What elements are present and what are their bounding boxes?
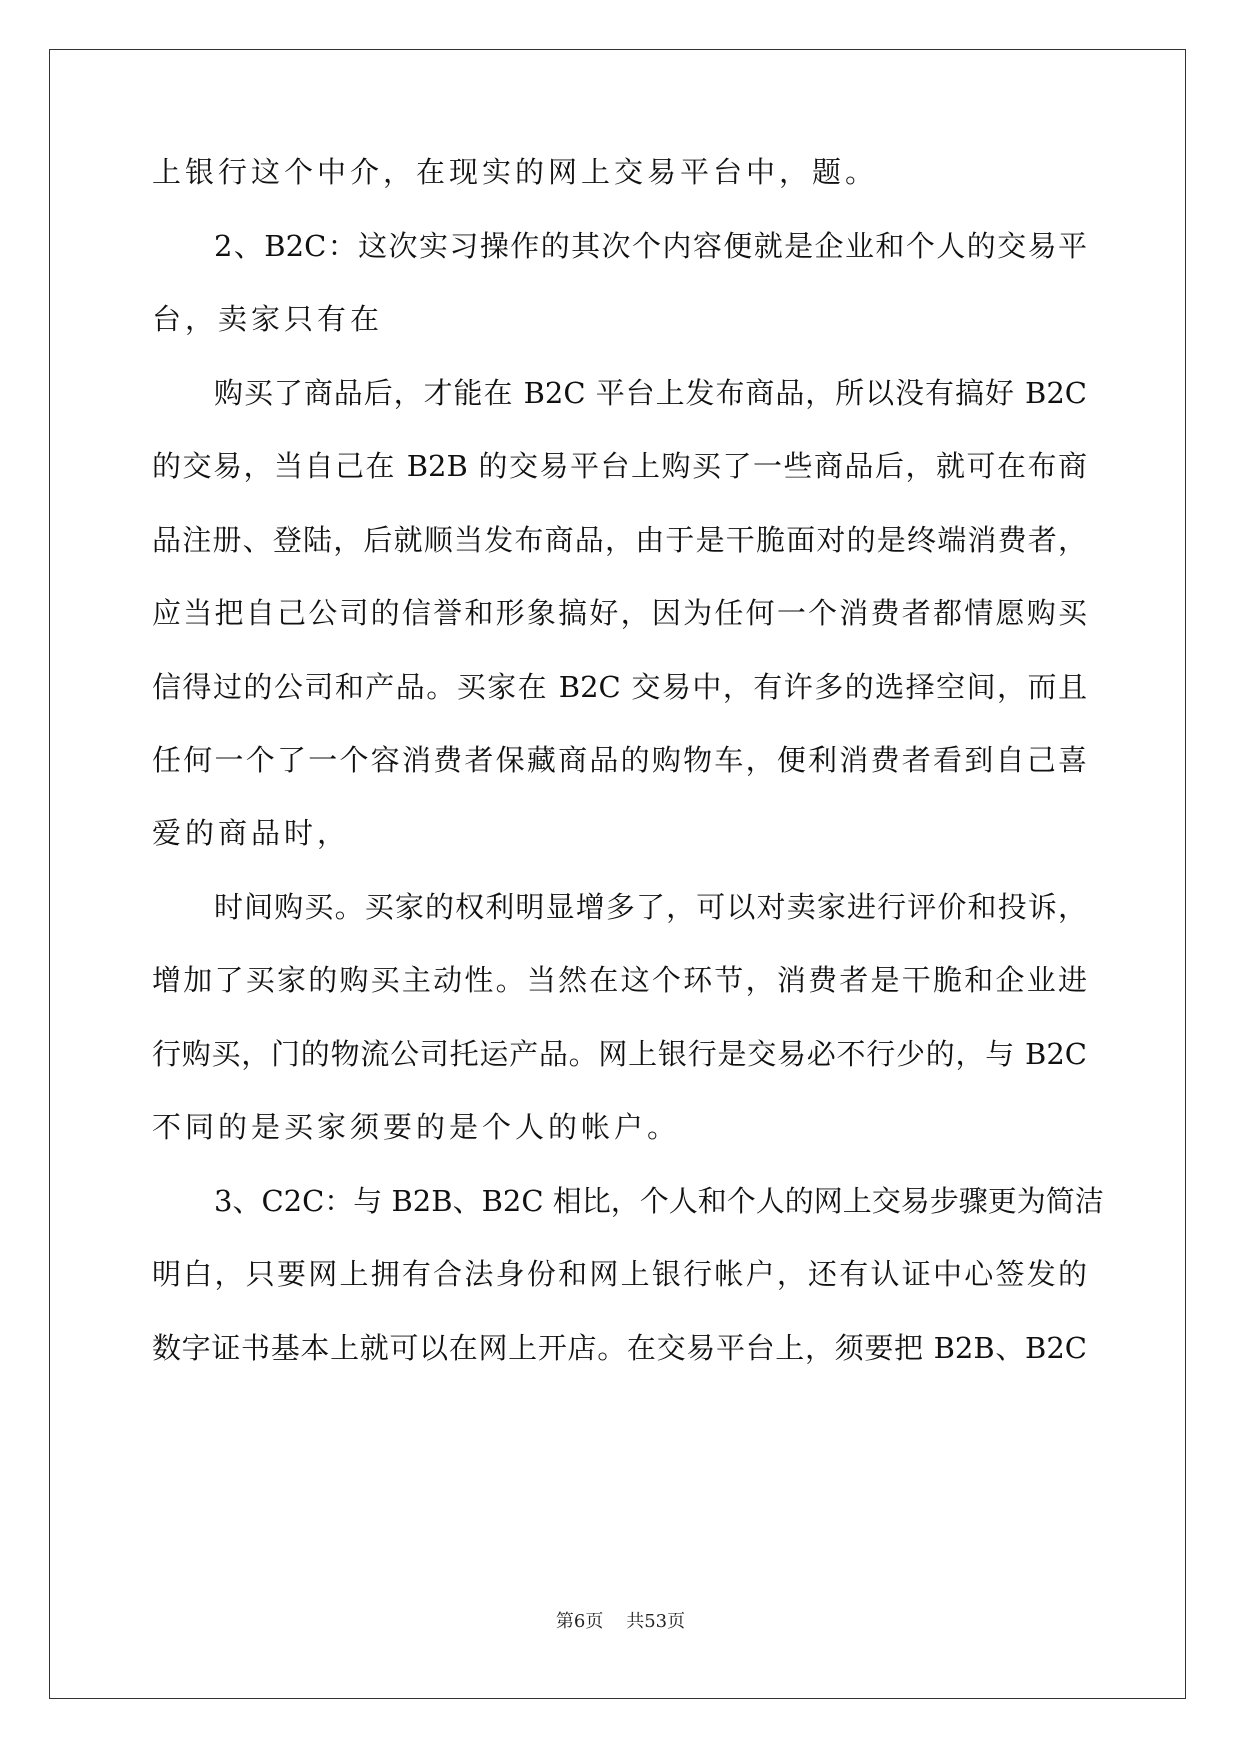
text-line: 明白，只要网上拥有合法身份和网上银行帐户，还有认证中心签发的 bbox=[152, 1257, 1087, 1291]
page-label-prefix: 第 bbox=[555, 1611, 574, 1632]
text-line: 爱的商品时， bbox=[152, 816, 351, 850]
page-number: 6 bbox=[573, 1611, 586, 1632]
total-pages: 53 bbox=[644, 1611, 668, 1632]
text-line: 行购买，门的物流公司托运产品。网上银行是交易必不行少的，与 B2C bbox=[152, 1037, 1087, 1071]
text-line: 任何一个了一个容消费者保藏商品的购物车，便利消费者看到自己喜 bbox=[152, 743, 1087, 777]
paragraph-start-line: 2、B2C：这次实习操作的其次个内容便就是企业和个人的交易平 bbox=[214, 229, 1087, 263]
text-line: 不同的是买家须要的是个人的帐户。 bbox=[152, 1110, 681, 1144]
total-pages-prefix: 共 bbox=[626, 1611, 645, 1632]
text-line: 品注册、登陆，后就顺当发布商品，由于是干脆面对的是终端消费者， bbox=[152, 523, 1087, 557]
text-line: 应当把自己公司的信誉和形象搞好，因为任何一个消费者都情愿购买 bbox=[152, 596, 1087, 630]
text-line: 增加了买家的购买主动性。当然在这个环节，消费者是干脆和企业进 bbox=[152, 963, 1087, 997]
paragraph-start-line: 时间购买。买家的权利明显增多了，可以对卖家进行评价和投诉， bbox=[214, 890, 1087, 924]
page-footer bbox=[0, 1610, 1241, 1634]
total-pages-suffix: 页 bbox=[667, 1611, 686, 1632]
page-border bbox=[49, 49, 1186, 1699]
text-line: 台，卖家只有在 bbox=[152, 302, 384, 336]
paragraph-start-line: 购买了商品后，才能在 B2C 平台上发布商品，所以没有搞好 B2C bbox=[214, 376, 1087, 410]
page-label-suffix: 页 bbox=[585, 1611, 604, 1632]
paragraph-start-line: 3、C2C：与 B2B、B2C 相比，个人和个人的网上交易步骤更为简洁 bbox=[214, 1184, 1104, 1218]
text-line: 信得过的公司和产品。买家在 B2C 交易中，有许多的选择空间，而且 bbox=[152, 670, 1087, 704]
text-line: 的交易，当自己在 B2B 的交易平台上购买了一些商品后，就可在布商 bbox=[152, 449, 1087, 483]
text-line: 上银行这个中介，在现实的网上交易平台中，题。 bbox=[152, 155, 879, 189]
text-line: 数字证书基本上就可以在网上开店。在交易平台上，须要把 B2B、B2C bbox=[152, 1331, 1087, 1365]
